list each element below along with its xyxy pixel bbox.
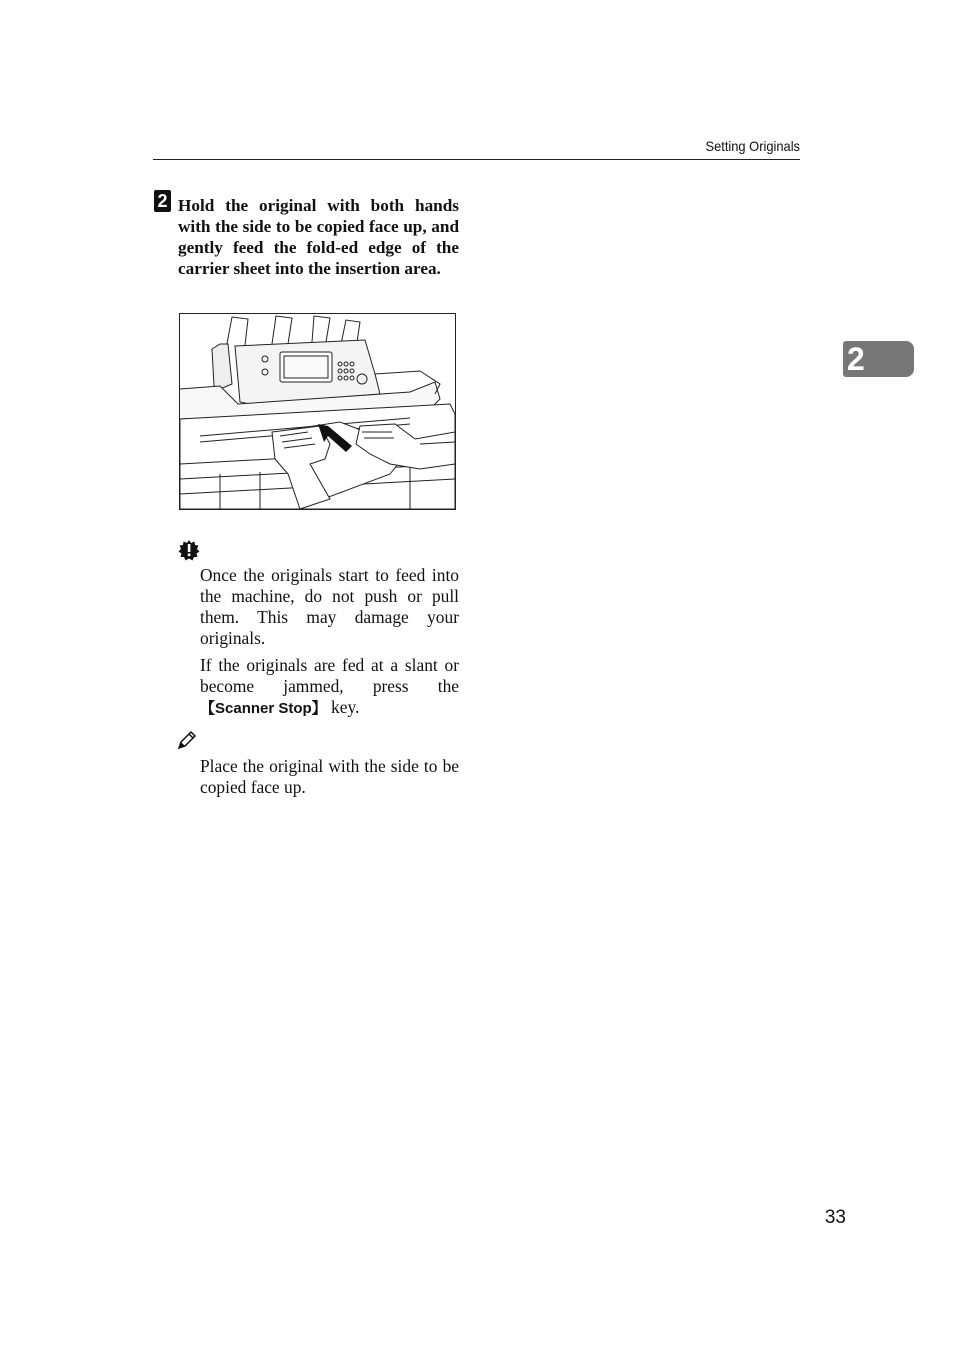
chapter-number: 2 [847, 341, 865, 377]
scanner-stop-key: 【Scanner Stop】 [200, 700, 327, 717]
important-paragraph-2-tail: key. [326, 697, 360, 717]
important-icon [178, 539, 200, 561]
important-paragraph-2-text: If the originals are fed at a slant or become jammed, press the [200, 655, 459, 696]
step-number-badge: 2 [154, 190, 171, 212]
note-paragraph: Place the original with the side to be copied face up. [200, 756, 459, 797]
page-number: 33 [824, 1207, 846, 1228]
pencil-note-icon [177, 730, 197, 750]
important-paragraph-1: Once the originals start to feed into the machine, do not push or pull them. This may damage your originals. [200, 565, 459, 648]
step-instruction: Hold the original with both hands with the side to be copied face up, and gently feed the fold-ed edge of the carrier sheet into the insertion area. [178, 196, 459, 278]
chapter-tab [843, 341, 914, 377]
running-head: Setting Originals [705, 138, 800, 154]
header-rule [153, 159, 800, 160]
important-paragraph-2 [200, 655, 459, 719]
scanner-feeding-illustration [179, 313, 456, 510]
